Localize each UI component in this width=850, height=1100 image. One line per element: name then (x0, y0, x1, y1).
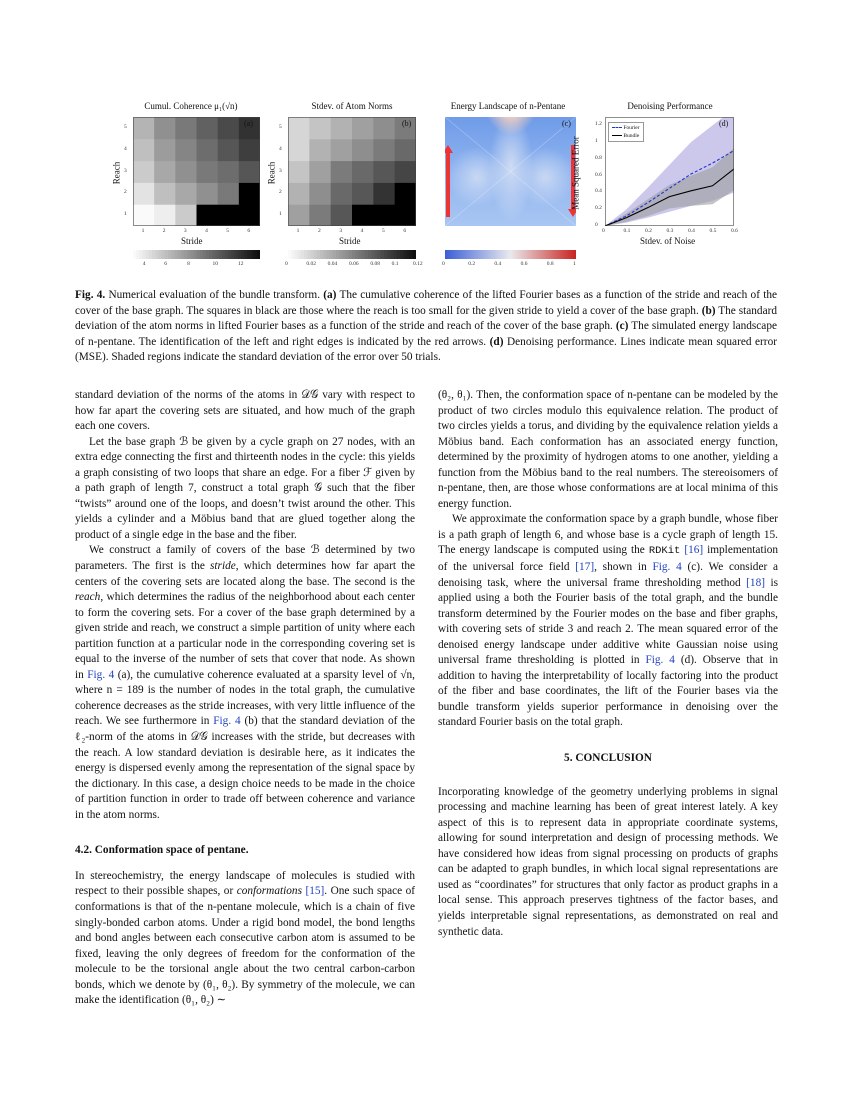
panel-d-label: (d) (719, 119, 729, 128)
figure-4 (0, 0, 850, 285)
colorbar-step (336, 250, 340, 259)
x-tick-label: 6 (403, 228, 407, 234)
colorbar-step (244, 250, 248, 259)
panel-a-heatmap (133, 117, 260, 226)
legend-bundle: Bundle (612, 132, 640, 140)
x-tick-label: 4 (360, 228, 364, 234)
colorbar-step (250, 250, 254, 259)
colorbar-step (212, 250, 216, 259)
y-tick-label: 1 (124, 211, 127, 218)
fig4-link[interactable]: Fig. 4 (652, 561, 682, 574)
paragraph: standard deviation of the norms of the atoms in 𝒟𝒢 vary with respect to how far apart the covering sets are situated, and how much of the graph each one covers. (75, 389, 415, 433)
x-tick-label: 2 (318, 228, 321, 234)
colorbar-step (133, 250, 137, 259)
colorbar-step (390, 250, 394, 259)
colorbar-tick-label: 0.6 (520, 261, 528, 267)
colorbar-step (222, 250, 226, 259)
x-tick-label: 0.2 (645, 228, 652, 234)
colorbar-step (225, 250, 229, 259)
panel-c-title: Energy Landscape of n-Pentane (450, 101, 566, 111)
colorbar-step (397, 250, 401, 259)
panel-b-label: (b) (402, 119, 412, 128)
heatmap-cell (218, 139, 240, 161)
heatmap-cell (352, 139, 374, 161)
colorbar-step (374, 250, 378, 259)
heatmap-cell (331, 204, 353, 226)
heatmap-cell (395, 161, 416, 183)
heatmap-cell (331, 161, 353, 183)
heatmap-cell (218, 204, 240, 226)
heatmap-cell (133, 117, 155, 139)
colorbar-step (168, 250, 172, 259)
colorbar-step (368, 250, 372, 259)
x-tick-label: 0.6 (731, 228, 738, 234)
heatmap-cell (373, 204, 395, 226)
heatmap-cell (218, 182, 240, 204)
colorbar-step (400, 250, 404, 259)
colorbar-step (174, 250, 178, 259)
panel-d-ylabel: Mean Squared Error (570, 136, 581, 210)
colorbar-step (171, 250, 175, 259)
paragraph: We approximate the conformation space by a graph bundle, whose fiber is a path graph of length 6, and whose base is a cycle graph of length 15. The energy landscape is computed using the RDKit [16] implementation of the universal force field [17], shown in Fig. 4 (c). We consider a denoising task, where the universal frame thresholding method [18] is applied using a both the Fourier basis of the total graph, and the bundle transform determined by the Fourier modes on the base and fiber graphs, with covering sets of stride 3 and reach 2. The mean squared error of the denoised energy landscape under additive white Gaussian noise using universal frame thresholding is plotted in Fig. 4 (d). Observe that in addition to having the interpretability of locally factoring into the product of the fiber and base coordinates, the lift of the Fourier bases via the bundle transform yields superior performance in denoising over the standard Fourier basis on the total graph. (438, 513, 779, 729)
heatmap-cell (154, 182, 176, 204)
heatmap-cell (154, 117, 176, 139)
colorbar-step (330, 250, 334, 259)
colorbar-tick-label: 0.4 (494, 261, 502, 267)
heatmap-cell (239, 182, 260, 204)
colorbar-step (301, 250, 305, 259)
colorbar-step (403, 250, 407, 259)
colorbar-step (288, 250, 292, 259)
heatmap-cell (309, 117, 331, 139)
y-tick-label: 0.4 (595, 188, 602, 195)
citation-link[interactable]: [16] (684, 544, 704, 557)
heatmap-cell (197, 117, 219, 139)
paragraph: Let the base graph ℬ be given by a cycle graph on 27 nodes, with an extra edge connecting the first and thirteenth nodes in the cycle: this yields a graph consisting of two loops that share an edge. For a fiber ℱ given by a path graph of length 7, construct a total graph 𝒢 such that the fiber “twists” around one of the loops, and doesn’t twist around the other. This yields a cylinder and a Möbius band that are glued together along the product of a single edge in the base and the fiber. (75, 435, 415, 541)
heatmap-cell (288, 182, 310, 204)
heatmap-cell (133, 204, 155, 226)
heatmap-cell (133, 139, 155, 161)
colorbar-step (314, 250, 318, 259)
heatmap-cell (175, 139, 197, 161)
colorbar-step (410, 250, 414, 259)
y-tick-label: 4 (279, 145, 282, 152)
figure-caption: Fig. 4. Numerical evaluation of the bundle transform. (a) The cumulative coherence of the lifted Fourier bases as a function of the stride and reach of the cover of the base graph. The squares in black are those where the reach is too small for the given stride to yield a cover of the base graph. (b) The standard deviation of the atom norms in lifted Fourier bases as a function of the stride and reach of the cover of the base graph. (c) The simulated energy landscape of n-pentane. The identification of the left and right edges is indicated by the red arrows. (d) Denoising performance. Lines indicate mean squared error (MSE). Shaded regions indicate the standard deviation of the error over 50 trials. (75, 289, 777, 364)
panel-b-heatmap (288, 117, 416, 226)
heatmap-cell (154, 161, 176, 183)
colorbar-tick-label: 0.12 (413, 261, 423, 267)
colorbar-step (216, 250, 220, 259)
x-tick-label: 5 (382, 228, 385, 234)
heatmap-cell (331, 117, 353, 139)
heatmap-cell (288, 204, 310, 226)
panel-d-xlabel: Stdev. of Noise (640, 236, 696, 246)
colorbar-step (206, 250, 210, 259)
heatmap-cell (352, 117, 374, 139)
colorbar-step (200, 250, 204, 259)
heatmap-cell (373, 117, 395, 139)
heatmap-cell (373, 139, 395, 161)
panel-a-ylabel: Reach (111, 161, 122, 185)
heatmap-cell (197, 204, 219, 226)
x-tick-label: 0 (602, 228, 605, 234)
y-tick-label: 1 (279, 211, 282, 218)
y-tick-label: 1 (595, 138, 598, 145)
heatmap-cell (154, 204, 176, 226)
panel-d-legend (608, 122, 644, 142)
colorbar-step (365, 250, 369, 259)
colorbar-step (371, 250, 375, 259)
colorbar-step (413, 250, 416, 259)
colorbar-step (381, 250, 385, 259)
x-tick-label: 1 (141, 228, 145, 234)
colorbar-step (238, 250, 242, 259)
y-tick-label: 1.2 (595, 121, 602, 128)
paragraph: In stereochemistry, the energy landscape of molecules is studied with respect to their possible shapes, or conformations [15]. One such space of conformations is that of the n-pentane molecule, which is a chain of five singly-bonded carbon atoms. Under a rigid bond model, the bond lengths and bond angles between each consecutive carbon atom is assumed to be fixed, leaving the only degrees of freedom for the conformation of the molecule to be the torsional angle about the two central carbon-carbon bonds, which we denote by (θ₁, θ₂). By symmetry of the molecule, we can make the identification (θ₁, θ₂) ∼ (75, 869, 416, 1007)
colorbar-tick-label: 4 (142, 261, 146, 267)
heatmap-cell (197, 182, 219, 204)
colorbar-tick-label: 12 (237, 261, 244, 267)
paragraph: Incorporating knowledge of the geometry underlying problems in signal processing and machine learning has been of great interest lately. A key aspect of this is to represent data in appropriate coordinate systems, allowing for sound interpretation and design of processing methods. We have considered how ideas from signal processing on products of graphs can be adapted to graph bundles, in which local signal representations are used as “coordinates” for structures that only factor as product graphs in a local sense. This approach preserves tightness of the factor bases, and yields interpretable signal representations, as demonstrated on real and synthetic data. (438, 785, 778, 938)
heatmap-cell (395, 182, 416, 204)
colorbar-step (317, 250, 321, 259)
heatmap-cell (352, 161, 374, 183)
x-tick-label: 6 (247, 228, 251, 234)
y-tick-label: 0.8 (595, 154, 602, 161)
colorbar-step (310, 250, 314, 259)
colorbar-step (177, 250, 181, 259)
colorbar-step (298, 250, 302, 259)
colorbar-tick-label: 0 (442, 261, 445, 267)
y-tick-label: 0.6 (595, 171, 602, 178)
x-tick-label: 0.5 (709, 228, 717, 234)
colorbar-step (362, 250, 366, 259)
legend-fourier: Fourier (612, 124, 640, 132)
panel-b-ylabel: Reach (266, 161, 277, 185)
heatmap-cell (288, 117, 310, 139)
y-tick-label: 0.2 (595, 205, 602, 212)
colorbar-step (355, 250, 359, 259)
heatmap-cell (309, 182, 331, 204)
heatmap-cell (331, 182, 353, 204)
colorbar-step (143, 250, 147, 259)
colorbar-step (326, 250, 330, 259)
colorbar-step (333, 250, 337, 259)
panel-a-colorbar (133, 250, 260, 259)
heatmap-cell (352, 204, 374, 226)
colorbar-step (304, 250, 308, 259)
citation-link[interactable]: [18] (746, 576, 765, 589)
colorbar-step (158, 250, 162, 259)
colorbar-step (349, 250, 353, 259)
heatmap-cell (175, 117, 197, 139)
colorbar-step (257, 250, 260, 259)
colorbar-step (378, 250, 382, 259)
colorbar-step (346, 250, 350, 259)
colorbar-tick-label: 8 (187, 261, 190, 267)
heatmap-cell (395, 204, 416, 226)
x-tick-label: 0.4 (688, 228, 695, 234)
y-tick-label: 2 (279, 189, 282, 196)
panel-c-colorbar (445, 250, 576, 259)
y-tick-label: 4 (124, 145, 127, 152)
heatmap-cell (331, 139, 353, 161)
colorbar-step (209, 250, 213, 259)
heatmap-cell (309, 139, 331, 161)
x-tick-label: 0.1 (623, 228, 631, 234)
y-tick-label: 2 (124, 189, 127, 196)
colorbar-step (184, 250, 188, 259)
fig4-link[interactable]: Fig. 4 (213, 715, 241, 728)
colorbar-step (187, 250, 191, 259)
colorbar-step (155, 250, 159, 259)
panel-a-label: (a) (244, 119, 253, 128)
colorbar-step (190, 250, 194, 259)
colorbar-tick-label: 0 (285, 261, 288, 267)
colorbar-step (406, 250, 410, 259)
heatmap-cell (239, 204, 260, 226)
x-tick-label: 4 (205, 228, 208, 234)
y-tick-label: 3 (124, 167, 127, 174)
colorbar-step (203, 250, 207, 259)
citation-link[interactable]: [17] (575, 561, 595, 574)
x-tick-label: 3 (339, 228, 343, 234)
heatmap-cell (218, 161, 240, 183)
colorbar-tick-label: 0.8 (546, 261, 554, 267)
colorbar-step (231, 250, 235, 259)
heatmap-cell (288, 139, 310, 161)
colorbar-step (342, 250, 346, 259)
heatmap-cell (175, 204, 197, 226)
colorbar-tick-label: 0.1 (391, 261, 399, 267)
colorbar-step (358, 250, 362, 259)
colorbar-step (162, 250, 166, 259)
panel-b-colorbar (288, 250, 416, 259)
paragraph: (θ₂, θ₁). Then, the conformation space of n-pentane can be modeled by the product of two circles modulo this equivalence relation. The product of two circles yields a torus, and dividing by the equivalence relation yields a Möbius band. Each conformation has an associated energy function, determined by the proximity of hydrogen atoms to one another, yielding a function from the Möbius band to the real numbers. The stereoisomers of n-pentane, then, are those whose conformations are at local minima of this energy function. (438, 389, 778, 510)
heatmap-cell (239, 139, 260, 161)
y-tick-label: 3 (279, 167, 282, 174)
panel-a-title: Cumul. Coherence μ₁(√n) (144, 101, 238, 111)
right-column (438, 388, 778, 940)
heatmap-cell (309, 204, 331, 226)
heatmap-cell (395, 139, 416, 161)
citation-link[interactable]: [15] (305, 885, 325, 898)
x-tick-label: 0.3 (666, 228, 674, 234)
colorbar-step (193, 250, 197, 259)
colorbar-step (152, 250, 156, 259)
colorbar-step (254, 250, 258, 259)
panel-a-xlabel: Stride (181, 236, 203, 246)
heatmap-cell (373, 161, 395, 183)
colorbar-tick-label: 0.04 (327, 261, 338, 267)
heatmap-cell (288, 161, 310, 183)
colorbar-step (241, 250, 245, 259)
colorbar-step (197, 250, 201, 259)
colorbar-step (139, 250, 143, 259)
heatmap-cell (175, 161, 197, 183)
x-tick-label: 2 (162, 228, 166, 234)
heatmap-cell (154, 139, 176, 161)
heatmap-cell (197, 161, 219, 183)
heatmap-cell (352, 182, 374, 204)
heatmap-cell (133, 182, 155, 204)
fig4-link[interactable]: Fig. 4 (645, 654, 675, 667)
panel-c-label: (c) (562, 119, 571, 128)
y-tick-label: 5 (279, 123, 282, 130)
colorbar-step (339, 250, 343, 259)
colorbar-step (235, 250, 239, 259)
x-tick-label: 3 (183, 228, 187, 234)
colorbar-step (294, 250, 298, 259)
x-tick-label: 5 (226, 228, 229, 234)
left-column (75, 388, 415, 1009)
section-heading-4-2: 4.2. Conformation space of pentane. (75, 844, 249, 857)
section-heading-conclusion: 5. CONCLUSION (564, 752, 652, 765)
colorbar-step (219, 250, 223, 259)
heatmap-cell (373, 182, 395, 204)
heatmap-cell (239, 161, 260, 183)
colorbar-step (181, 250, 185, 259)
heatmap-cell (218, 117, 240, 139)
fig4-link[interactable]: Fig. 4 (87, 668, 115, 681)
colorbar-step (394, 250, 398, 259)
colorbar-step (136, 250, 140, 259)
colorbar-step (146, 250, 150, 259)
colorbar-step (320, 250, 324, 259)
panel-c-energy-landscape (445, 117, 576, 226)
colorbar-tick-label: 0.08 (370, 261, 380, 267)
colorbar-tick-label: 1 (573, 261, 576, 267)
colorbar-tick-label: 0.06 (349, 261, 359, 267)
colorbar-step (247, 250, 251, 259)
colorbar-tick-label: 0.02 (306, 261, 316, 267)
heatmap-cell (309, 161, 331, 183)
colorbar-step (291, 250, 295, 259)
colorbar-tick-label: 10 (212, 261, 219, 267)
heatmap-cell (133, 161, 155, 183)
heatmap-cell (175, 182, 197, 204)
panel-d-title: Denoising Performance (627, 101, 713, 111)
colorbar-step (228, 250, 232, 259)
heatmap-cell (197, 139, 219, 161)
y-tick-label: 5 (124, 123, 127, 130)
colorbar-step (387, 250, 391, 259)
colorbar-step (149, 250, 153, 259)
colorbar-tick-label: 0.2 (468, 261, 476, 267)
colorbar-step (352, 250, 356, 259)
colorbar-step (165, 250, 169, 259)
panel-b-xlabel: Stride (339, 236, 361, 246)
panel-b-title: Stdev. of Atom Norms (311, 101, 393, 111)
x-tick-label: 1 (296, 228, 300, 234)
y-tick-label: 0 (595, 222, 598, 228)
colorbar-step (323, 250, 327, 259)
colorbar-step (307, 250, 311, 259)
colorbar-tick-label: 6 (164, 261, 168, 267)
colorbar-step (384, 250, 388, 259)
paragraph: We construct a family of covers of the base ℬ determined by two parameters. The first is the stride, which determines how far apart the centers of the covering sets are located along the base. The second is the reach, which determines the radius of the neighborhood about each center to form the covering sets. For a cover of the base graph determined by a given stride and reach, we construct a simple partition of unity where each partition function at a particular node in the corresponding covering set is equal to the inverse of the number of sets that cover that node. As shown in Fig. 4 (a), the cumulative coherence evaluated at a sparsity level of √n, where n = 189 is the number of nodes in the total graph, the cumulative coherence decreases as the stride increases, with very little influence of the reach. We see furthermore in Fig. 4 (b) that the standard deviation of the ℓ₂-norm of the atoms in 𝒟𝒢 increases with the stride, but decreases with the reach. A low standard deviation is desirable here, as it indicates the energy is dispersed evenly among the representation of the signal space by the dictionary. In this case, a design choice needs to be made in the choice of partition function in order to trade off between coherence and variance in the atom norms. (75, 544, 416, 821)
